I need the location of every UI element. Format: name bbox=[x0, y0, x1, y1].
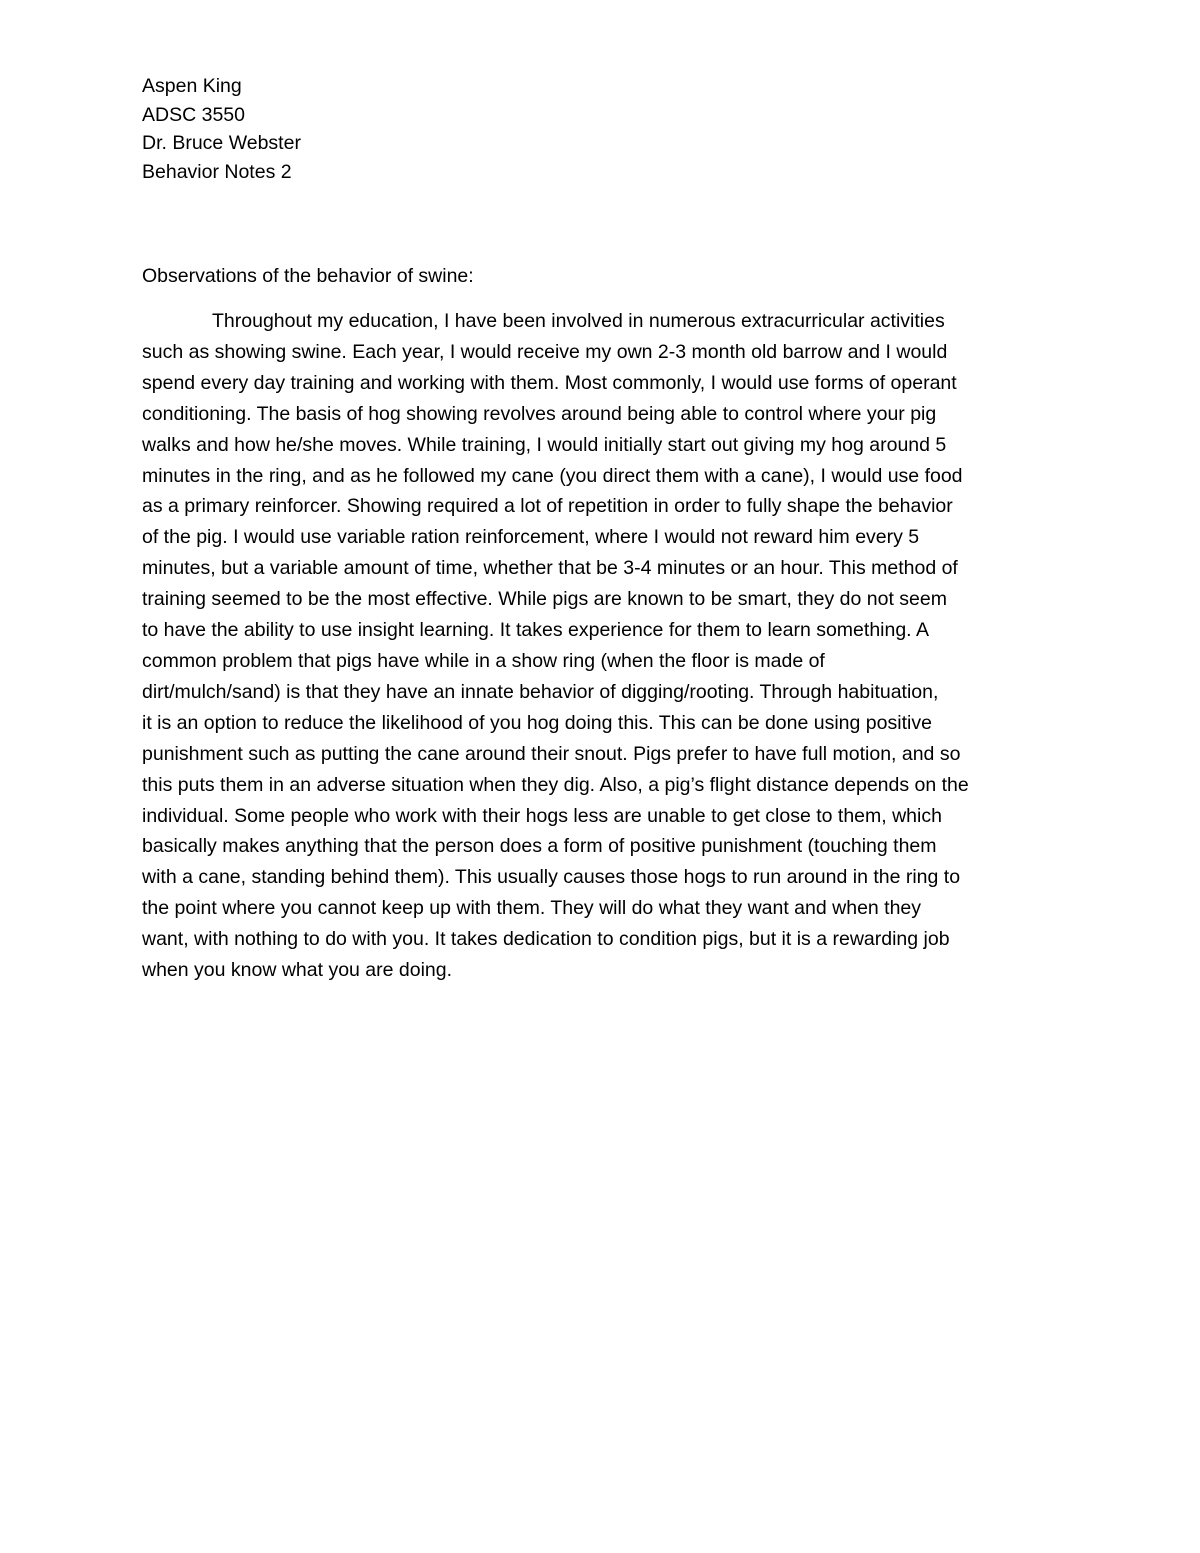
paragraph-line: to have the ability to use insight learning. It takes experience for them to learn something. A bbox=[142, 619, 929, 642]
paragraph-line: when you know what you are doing. bbox=[142, 959, 453, 982]
course-code: ADSC 3550 bbox=[142, 103, 245, 126]
paragraph-line: as a primary reinforcer. Showing required a lot of repetition in order to fully shape the behavior bbox=[142, 495, 953, 518]
paragraph-line: minutes in the ring, and as he followed my cane (you direct them with a cane), I would use food bbox=[142, 464, 963, 487]
paragraph-line: of the pig. I would use variable ration reinforcement, where I would not reward him every 5 bbox=[142, 526, 920, 549]
paragraph-line: dirt/mulch/sand) is that they have an innate behavior of digging/rooting. Through habituation, bbox=[142, 680, 939, 703]
assignment-title: Behavior Notes 2 bbox=[142, 161, 292, 184]
student-name: Aspen King bbox=[142, 75, 242, 97]
paragraph-line: punishment such as putting the cane around their snout. Pigs prefer to have full motion, and so bbox=[142, 742, 961, 765]
paragraph-line: walks and how he/she moves. While training, I would initially start out giving my hog around 5 bbox=[142, 433, 947, 456]
paragraph-line: spend every day training and working with them. Most commonly, I would use forms of operant bbox=[142, 371, 957, 394]
paragraph-line: this puts them in an adverse situation when they dig. Also, a pig’s flight distance depends on the bbox=[142, 773, 969, 796]
paragraph-line: conditioning. The basis of hog showing revolves around being able to control where your pig bbox=[142, 402, 937, 425]
body-paragraph bbox=[142, 306, 1072, 986]
paragraph-line: Throughout my education, I have been involved in numerous extracurricular activities bbox=[212, 310, 945, 332]
paragraph-line: with a cane, standing behind them). This usually causes those hogs to run around in the ring to bbox=[142, 866, 961, 889]
paragraph-line: training seemed to be the most effective. While pigs are known to be smart, they do not seem bbox=[142, 588, 947, 611]
paragraph-line: the point where you cannot keep up with them. They will do what they want and when they bbox=[142, 897, 922, 920]
paragraph-line: individual. Some people who work with their hogs less are unable to get close to them, which bbox=[142, 804, 942, 827]
paragraph-line: it is an option to reduce the likelihood of you hog doing this. This can be done using positive bbox=[142, 711, 932, 734]
section-heading: Observations of the behavior of swine: bbox=[142, 265, 474, 287]
paragraph-line: basically makes anything that the person does a form of positive punishment (touching them bbox=[142, 835, 937, 858]
paragraph-line: such as showing swine. Each year, I would receive my own 2-3 month old barrow and I would bbox=[142, 340, 948, 363]
document-header bbox=[142, 72, 301, 187]
paragraph-line: want, with nothing to do with you. It takes dedication to condition pigs, but it is a rewarding job bbox=[142, 928, 950, 951]
paragraph-line: minutes, but a variable amount of time, whether that be 3-4 minutes or an hour. This method of bbox=[142, 557, 958, 580]
instructor-name: Dr. Bruce Webster bbox=[142, 132, 301, 155]
paragraph-line: common problem that pigs have while in a show ring (when the floor is made of bbox=[142, 649, 825, 672]
